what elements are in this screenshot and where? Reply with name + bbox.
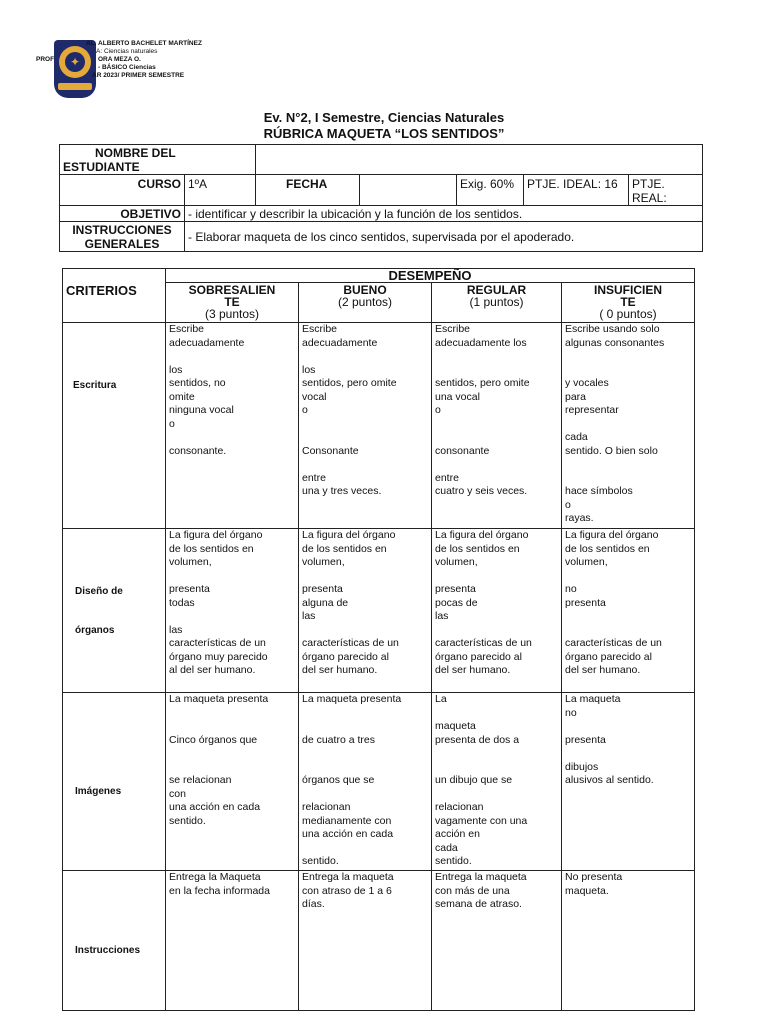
objetivo-label: OBJETIVO (60, 206, 185, 222)
rubric-cell (562, 871, 695, 1011)
rubric-cell (299, 529, 432, 693)
rubric-row-imagenes (63, 693, 695, 871)
level-name: REGULAR (466, 283, 527, 297)
rubric-row-escritura (63, 323, 695, 529)
rubric-cell (299, 693, 432, 871)
desempeno-header: DESEMPEÑO (166, 269, 695, 283)
header-subject: A: Ciencias naturales (96, 48, 158, 55)
rubric-cell (166, 529, 299, 693)
level-points: (3 puntos) (204, 307, 260, 321)
cell-text: La maqueta presenta Cinco órganos que se relacionan con una acción en cada sentido. (169, 693, 269, 827)
curso-value[interactable]: 1ºA (185, 175, 256, 206)
rubric-table (62, 268, 695, 1011)
cell-text: La figura del órgano de los sentidos en volumen, no presenta características de un órgano parecido al del ser humano. (565, 529, 662, 676)
cell-text: La figura del órgano de los sentidos en volumen, presenta alguna de las características de un órgano parecido al del ser humano. (302, 529, 399, 676)
level-header-bueno (299, 283, 432, 323)
student-info-table (59, 144, 703, 252)
cell-text: Entrega la maqueta con más de una semana de atraso. (435, 871, 527, 910)
rubric-cell (562, 693, 695, 871)
rubric-cell (432, 323, 562, 529)
criterion-label: Diseño de órganos (63, 529, 166, 693)
level-points: ( 0 puntos) (599, 307, 657, 321)
school-logo (54, 40, 96, 98)
criterion-label: Instrucciones (63, 871, 166, 1011)
criterion-label: Imágenes (63, 693, 166, 871)
level-header-regular (432, 283, 562, 323)
rubric-cell (562, 529, 695, 693)
curso-label: CURSO (60, 175, 185, 206)
level-points: (2 puntos) (337, 295, 393, 309)
rubric-cell (166, 323, 299, 529)
page-title: Ev. N°2, I Semestre, Ciencias Naturales (263, 110, 505, 125)
logo-star-icon: ✦ (69, 55, 81, 69)
rubric-cell (166, 871, 299, 1011)
level-name: INSUFICIEN TE (594, 283, 663, 309)
exigencia: Exig. 60% (457, 175, 524, 206)
rubric-cell (432, 529, 562, 693)
cell-text: Escribe adecuadamente los sentidos, pero omite vocal o Consonante entre una y tres veces. (302, 323, 397, 497)
level-header-insuficiente (562, 283, 695, 323)
nombre-label: NOMBRE DEL ESTUDIANTE (63, 145, 176, 174)
rubric-cell (299, 871, 432, 1011)
rubric-cell (562, 323, 695, 529)
school-name: AL. ALBERTO BACHELET MARTÍNEZ (86, 40, 202, 47)
objetivo-value: - identificar y describir la ubicación y la función de los sentidos. (185, 206, 703, 222)
cell-text: La figura del órgano de los sentidos en volumen, presenta todas las características de un órgano muy parecido al del ser humano. (169, 529, 268, 676)
fecha-field[interactable] (360, 175, 457, 206)
nombre-field[interactable] (256, 145, 703, 175)
header-teacher: ORA MEZA O. (98, 56, 141, 63)
page-subtitle: RÚBRICA MAQUETA “LOS SENTIDOS” (263, 126, 505, 141)
instrucciones-value: - Elaborar maqueta de los cinco sentidos, supervisada por el apoderado. (185, 222, 703, 252)
rubric-cell (299, 323, 432, 529)
level-header-sobresaliente (166, 283, 299, 323)
logo-banner (58, 83, 92, 90)
nombre-label-cell (60, 145, 256, 175)
cell-text: La maqueta presenta de dos a un dibujo que se relacionan vagamente con una acción en cada sentido. (435, 693, 528, 867)
cell-text: Entrega la maqueta con atraso de 1 a 6 días. (302, 871, 394, 910)
level-name: BUENO (343, 283, 387, 297)
cell-text: Escribe usando solo algunas consonantes y vocales para representar cada sentido. O bien solo hace símbolos o rayas. (565, 323, 665, 524)
cell-text: La maqueta presenta de cuatro a tres órganos que se relacionan medianamente con una acción en cada sentido. (302, 693, 402, 867)
cell-text: Escribe adecuadamente los sentidos, pero omite una vocal o consonante entre cuatro y seis veces. (435, 323, 530, 497)
cell-text: No presenta maqueta. (565, 871, 623, 897)
header-level: - BÁSICO Ciencias (98, 64, 156, 71)
level-name: SOBRESALIEN TE (188, 283, 276, 309)
rubric-cell (166, 693, 299, 871)
rubric-row-instrucciones (63, 871, 695, 1011)
header-year: AR 2023/ PRIMER SEMESTRE (92, 72, 185, 79)
criterios-header: CRITERIOS (63, 269, 166, 323)
instrucciones-label: INSTRUCCIONES GENERALES (60, 222, 185, 252)
rubric-row-diseno (63, 529, 695, 693)
ptje-real[interactable]: PTJE. REAL: (629, 175, 703, 206)
ptje-ideal: PTJE. IDEAL: 16 (524, 175, 629, 206)
header-prof-prefix: PROF (36, 56, 55, 63)
cell-text: Entrega la Maqueta en la fecha informada (169, 871, 270, 897)
rubric-cell (432, 871, 562, 1011)
cell-text: La maqueta no presenta dibujos alusivos al sentido. (565, 693, 654, 786)
cell-text: La figura del órgano de los sentidos en volumen, presenta pocas de las características de un órgano parecido al del ser humano. (435, 529, 532, 676)
fecha-label: FECHA (256, 175, 360, 206)
rubric-cell (432, 693, 562, 871)
level-points: (1 puntos) (469, 295, 524, 309)
cell-text: Escribe adecuadamente los sentidos, no omite ninguna vocal o consonante. (169, 323, 245, 457)
criterion-label: Escritura (63, 323, 166, 529)
